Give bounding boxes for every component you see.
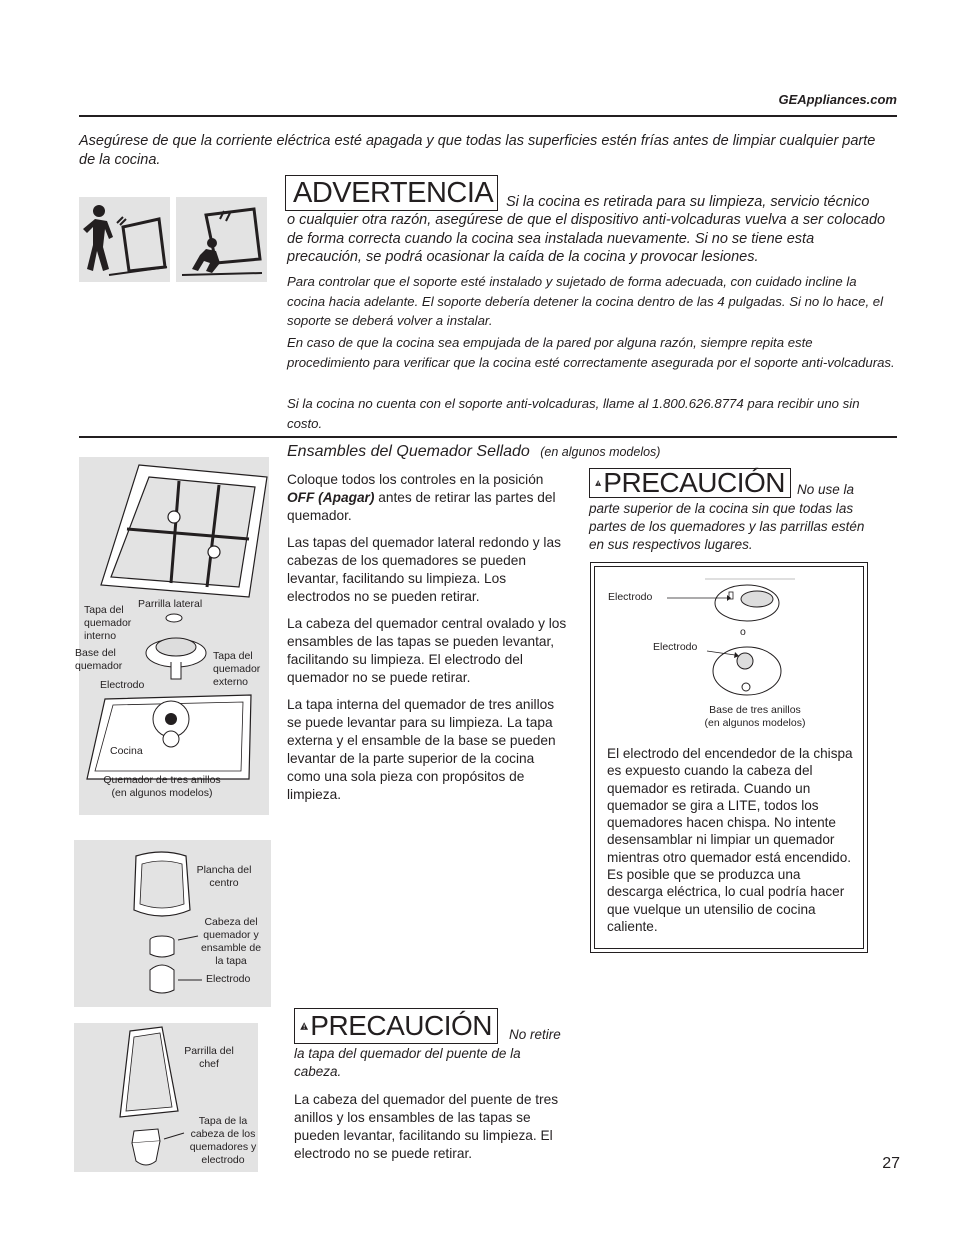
tipover-pictogram-1 bbox=[79, 197, 170, 282]
electrode-info-inner bbox=[594, 566, 864, 949]
warning-lead: Si la cocina es retirada para su limpieza, servicio técnico bbox=[506, 194, 870, 210]
caution-title-1: PRECAUCIÓN bbox=[603, 467, 785, 498]
para1-text: Coloque todos los controles en la posición bbox=[287, 472, 544, 487]
caution-lead-1: No use la bbox=[797, 482, 855, 497]
burner-assembly-figure bbox=[75, 457, 269, 815]
label-o: o bbox=[740, 626, 746, 638]
label-tapa-externo: Tapa del quemador externo bbox=[213, 650, 261, 688]
label-plancha: Plancha del centro bbox=[196, 864, 252, 889]
griddle-figure bbox=[74, 840, 271, 1007]
caution-lead-2: No retire bbox=[509, 1027, 561, 1042]
section-para-1 bbox=[287, 471, 567, 525]
section-rule bbox=[79, 436, 897, 438]
tipover-pictogram-2 bbox=[176, 197, 267, 282]
section-para-2: Las tapas del quemador lateral redondo y las cabezas de los quemadores se pueden levantar, facilitando su limpieza. Los electrodos no se pueden retirar. bbox=[287, 535, 561, 604]
section-heading bbox=[287, 443, 660, 461]
label-electrodo-2: Electrodo bbox=[206, 973, 251, 985]
label-base-quemador: Base del quemador bbox=[75, 647, 123, 672]
warning-para-3: Si la cocina no cuenta con el soporte anti-volcaduras, llame al 1.800.626.8774 para recibir uno sin costo. bbox=[287, 396, 860, 431]
section-subtitle: (en algunos modelos) bbox=[540, 445, 661, 459]
caution-banner-1 bbox=[589, 468, 791, 498]
label-electrodo-bottom: Electrodo bbox=[653, 641, 698, 653]
label-electrodo-top: Electrodo bbox=[608, 591, 653, 603]
caution-title-2: PRECAUCIÓN bbox=[310, 1010, 492, 1041]
header-rule bbox=[79, 115, 897, 117]
label-parrilla-lateral: Parrilla lateral bbox=[138, 598, 203, 610]
label-base-tres-anillos bbox=[655, 704, 855, 730]
label-tapa-interno: Tapa del quemador interno bbox=[84, 604, 132, 642]
warning-banner bbox=[285, 175, 498, 211]
warning-triangle-icon bbox=[595, 473, 601, 493]
label-cabeza: Cabeza del quemador y ensamble de la tapa bbox=[200, 916, 262, 967]
caption-line-1: Quemador de tres anillos bbox=[103, 774, 221, 786]
warning-title: ADVERTENCIA bbox=[293, 176, 494, 209]
warning-triangle-icon bbox=[300, 1016, 308, 1036]
section-body bbox=[287, 471, 567, 813]
warning-lead-cont: o cualquier otra razón, asegúrese de que el dispositivo anti-volcaduras vuelva a ser colocado de forma correcta cuando la cocina sea instalada nuevamente. Si no se tiene esta precaución, se podrá ocasionar la caída de la cocina y provocar lesiones. bbox=[287, 212, 886, 265]
warning-para-1: Para controlar que el soporte esté instalado y sujetado de forma adecuada, con cuidado incline la cocina hacia adelante. El soporte debería detener la cocina dentro de las 4 pulgadas. Si no lo hace, el soporte se deberá volver a instalar. bbox=[287, 274, 884, 328]
electrode-info-text: El electrodo del encendedor de la chispa es expuesto cuando la cabeza del quemador es retirada. Cuando un quemador se gira a LITE, todos los quemadores hacen chispa. No intente desensamblar ni limpiar un quemador mientras otro quemador está encendido. Es posible que se produzca una descarga eléctrica, lo cual podría hacer que vuelque un utensilio de cocina caliente. bbox=[607, 746, 853, 934]
caution-para-2: La cabeza del quemador del puente de tres anillos y los ensambles de las tapas se pueden levantar, facilitando su limpieza. El electrodo no se puede retirar. bbox=[294, 1092, 559, 1161]
base-caption-1: Base de tres anillos bbox=[709, 704, 801, 716]
electrode-info-frame bbox=[590, 562, 868, 953]
page-number: 27 bbox=[882, 1155, 900, 1172]
base-caption-2: (en algunos modelos) bbox=[704, 717, 806, 729]
label-electrodo: Electrodo bbox=[100, 679, 145, 691]
caption-line-2: (en algunos modelos) bbox=[111, 787, 213, 799]
label-tapa-cabeza: Tapa de la cabeza de los quemadores y electrodo bbox=[189, 1115, 257, 1166]
caution-text-1: parte superior de la cocina sin que todas las partes de los quemadores y las parrillas estén en sus respectivos lugares. bbox=[589, 501, 865, 552]
caution-banner-2 bbox=[294, 1008, 498, 1044]
label-parrilla-chef: Parrilla del chef bbox=[184, 1045, 234, 1070]
site-url: GEAppliances.com bbox=[778, 92, 897, 107]
caution-text-2: la tapa del quemador del puente de la cabeza. bbox=[294, 1046, 521, 1079]
warning-para-2: En caso de que la cocina sea empujada de la pared por alguna razón, siempre repita este procedimiento para verificar que la cocina esté correctamente asegurada por el soporte anti-volcaduras. bbox=[287, 335, 895, 370]
section-para-4: La tapa interna del quemador de tres anillos se puede levantar para su limpieza. La tapa externa y el ensamble de la base se pueden levantar de la parte superior de la cocina como una sola pieza con propósitos de limpieza. bbox=[287, 697, 556, 802]
para1-bold: OFF (Apagar) bbox=[287, 490, 375, 505]
intro-text: Asegúrese de que la corriente eléctrica esté apagada y que todas las superficies estén frías antes de limpiar cualquier parte de la cocina. bbox=[79, 133, 876, 168]
section-para-3: La cabeza del quemador central ovalado y los ensambles de las tapas se pueden levantar, facilitando su limpieza. El electrodo del quemador no se puede retirar. bbox=[287, 616, 567, 685]
chef-grate-figure bbox=[74, 1023, 258, 1172]
section-title: Ensambles del Quemador Sellado bbox=[287, 443, 530, 460]
caption-quemador bbox=[79, 774, 269, 800]
para1-text-end: antes de retirar las partes del quemador. bbox=[287, 490, 556, 523]
label-cocina: Cocina bbox=[110, 745, 143, 757]
